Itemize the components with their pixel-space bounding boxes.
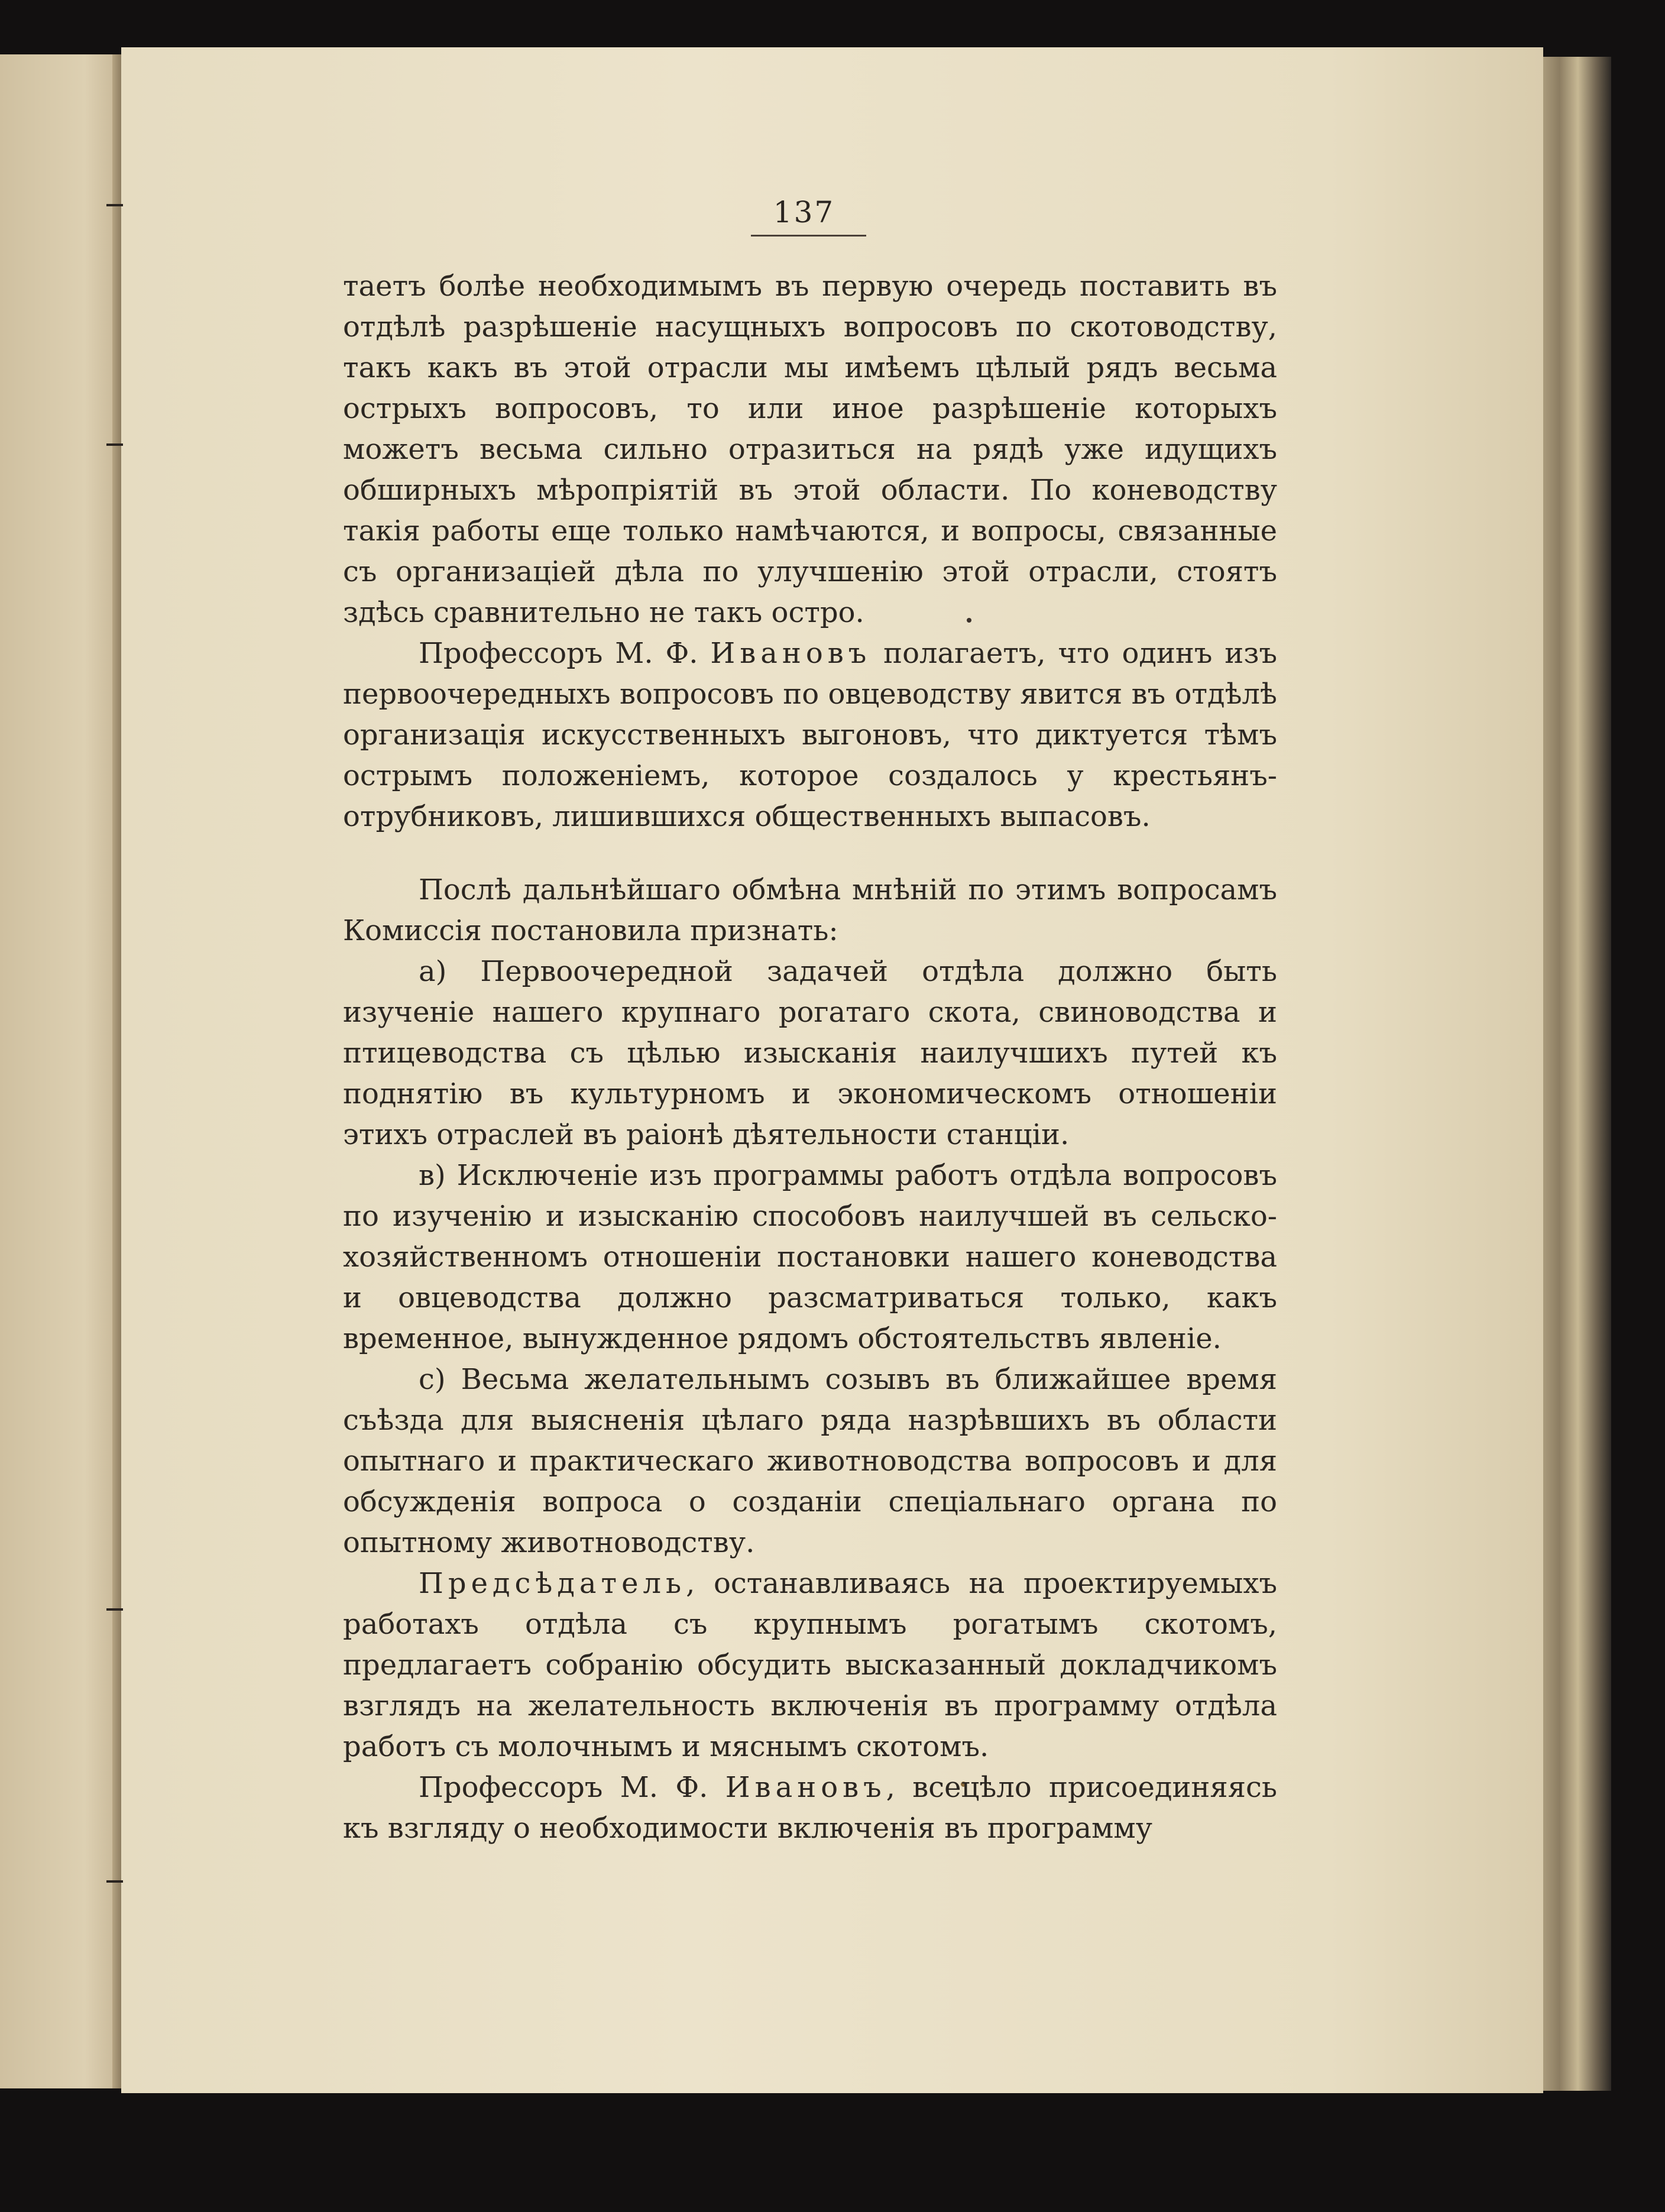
resolution-item: с) Весьма желательнымъ созывъ въ ближайшее время съѣзда для выясненія цѣлаго ряда назрѣвшихъ въ области опытнаго и практическаго животноводства вопросовъ и для обсужденія вопроса о созданіи спеціальнаго органа по опытному животноводству.	[343, 1363, 1277, 1559]
page-stack-edge	[1537, 57, 1611, 2091]
paragraph-text: полагаетъ, что одинъ изъ первоочередныхъ вопросовъ по овцеводству явится въ отдѣлѣ организація искусственныхъ выгоновъ, что диктуется тѣмъ острымъ положеніемъ, которое создалось у крестьянъ-отрубниковъ, лишившихся общественныхъ выпасовъ.	[343, 637, 1277, 833]
left-page-edge	[0, 54, 121, 2088]
speaker-name: Ивановъ	[710, 637, 872, 670]
paragraph: Послѣ дальнѣйшаго обмѣна мнѣній по этимъ вопросамъ Комиссія постановила признать:	[343, 873, 1277, 947]
binding-mark	[106, 1608, 123, 1611]
binding-mark	[106, 443, 123, 446]
binding-mark	[106, 1880, 123, 1883]
page-number-rule	[751, 235, 866, 237]
paragraph	[343, 1563, 1277, 1767]
paragraph	[343, 1767, 1277, 1849]
paragraph-text: , останавливаясь на проектируемыхъ работахъ отдѣла съ крупнымъ рогатымъ скотомъ, предлагаетъ собранію обсудить высказанный докладчикомъ взглядъ на желательность включенія въ программу отдѣла работъ съ молочнымъ и мяснымъ скотомъ.	[343, 1567, 1277, 1763]
page-text	[343, 266, 1277, 1849]
speaker-name: Предсѣдатель	[419, 1567, 686, 1600]
paragraph	[343, 633, 1277, 837]
resolution-item: а) Первоочередной задачей отдѣла должно быть изученіе нашего крупнаго рогатаго скота, свиноводства и птицеводства съ цѣлью изысканія наилучшихъ путей къ поднятію въ культурномъ и экономическомъ отношеніи этихъ отраслей въ раіонѣ дѣятельности станціи.	[343, 955, 1277, 1151]
paragraph-lead: Профессоръ М. Ф.	[419, 637, 711, 670]
paragraph: таетъ болѣе необходимымъ въ первую очередь поставить въ отдѣлѣ разрѣшеніе насущныхъ вопросовъ по скотоводству, такъ какъ въ этой отрасли мы имѣемъ цѣлый рядъ весьма острыхъ вопросовъ, то или иное разрѣшеніе которыхъ можетъ весьма сильно отразиться на рядѣ уже идущихъ обширныхъ мѣропріятій въ этой области. По коневодству такія работы еще только намѣчаются, и вопросы, связанные съ организаціей дѣла по улучшенію этой отрасли, стоятъ здѣсь сравнительно не такъ остро.	[343, 270, 1277, 629]
speaker-name: Ивановъ	[725, 1771, 886, 1804]
paragraph-lead: Профессоръ М. Ф.	[419, 1771, 725, 1804]
binding-mark	[106, 204, 123, 206]
resolution-item: в) Исключеніе изъ программы работъ отдѣла вопросовъ по изученію и изысканію способовъ наилучшей въ сельско-хозяйственномъ отношеніи постановки нашего коневодства и овцеводства должно разсматриваться только, какъ временное, вынужденное рядомъ обстоятельствъ явленіе.	[343, 1159, 1277, 1355]
paragraph-text: , всецѣло присоединяясь къ взгляду о необходимости включенія въ программу	[343, 1771, 1278, 1845]
page-number: 137	[773, 195, 835, 229]
